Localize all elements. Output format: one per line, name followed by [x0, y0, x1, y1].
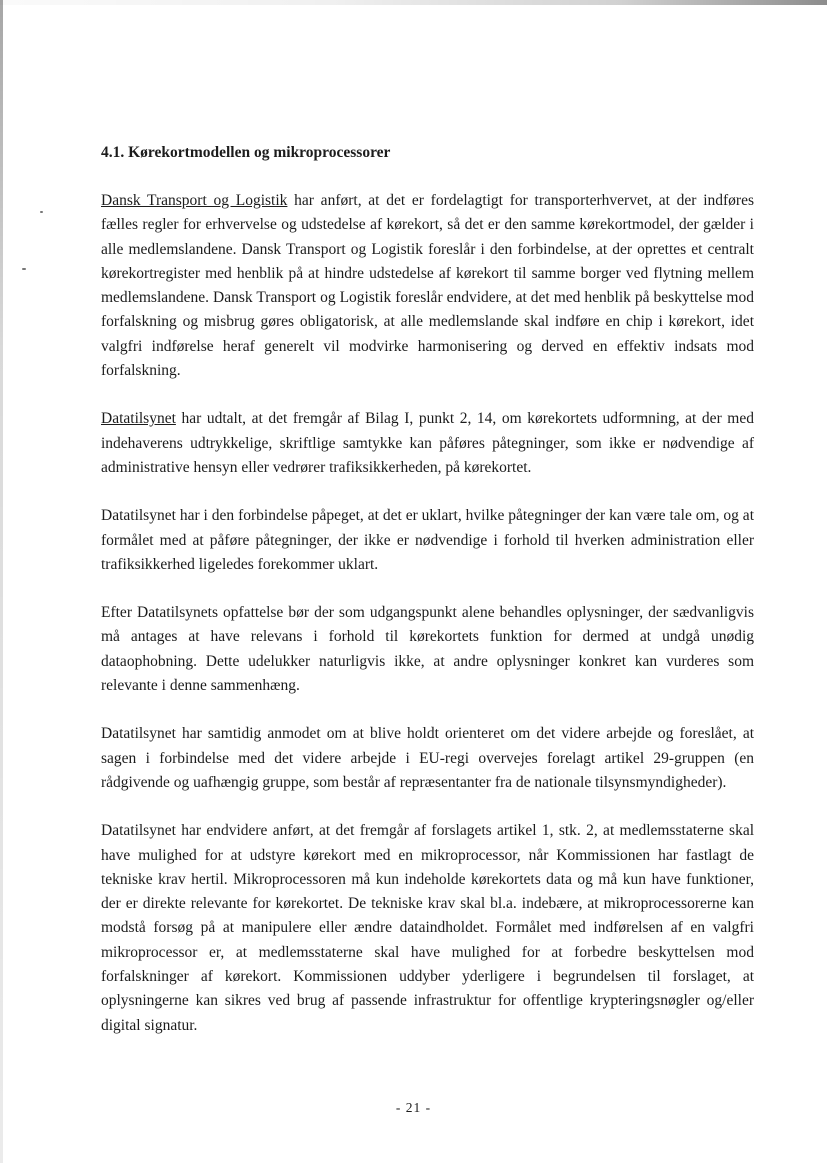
- document-body: [101, 142, 754, 1062]
- paragraph-text: har anført, at det er fordelagtigt for transporterhvervet, at der indføres fælles regler for erhvervelse og udstedelse af kørekort, så det er den samme kørekortmodel, der gælder i alle medlemslandene. Dansk Transport og Logistik foreslår i den forbindelse, at der oprettes et centralt kørekortregister med henblik på at hindre udstedelse af kørekort til samme borger ved flytning mellem medlemslandene. Dansk Transport og Logistik foreslår endvidere, at det med henblik på beskyttelse mod forfalskning og misbrug gøres obligatorisk, at alle medlemslande skal indføre en chip i kørekort, idet valgfri indførelse heraf generelt vil modvirke harmonisering og derved en effektiv indsats mod forfalskning.: [101, 192, 754, 380]
- page-number: - 21 -: [395, 1100, 432, 1115]
- paragraph-datatilsynet-1: [101, 407, 754, 480]
- paragraph-text: har udtalt, at det fremgår af Bilag I, punkt 2, 14, om kørekortets udformning, at der med indehaverens udtrykkelige, skriftlige samtykke kan påføres påtegninger, som ikke er nødvendige af administrative hensyn eller vedrører trafiksikkerheden, på kørekortet.: [101, 410, 754, 476]
- paragraph-text: Efter Datatilsynets opfattelse bør der som udgangspunkt alene behandles oplysninger, der sædvanligvis må antages at have relevans i forhold til kørekortets funktion for dermed at undgå unødig dataophobning. Dette udelukker naturligvis ikke, at andre oplysninger konkret kan vurderes som relevante i denne sammenhæng.: [101, 604, 754, 695]
- underlined-organization: Datatilsynet: [101, 410, 176, 428]
- paragraph-datatilsynet-3: [101, 601, 754, 698]
- paragraph-text: Datatilsynet har endvidere anført, at det fremgår af forslagets artikel 1, stk. 2, at medlemsstaterne skal have mulighed for at udstyre kørekort med en mikroprocessor, når Kommissionen har fastlagt de tekniske krav hertil. Mikroprocessoren må kun indeholde kørekortets data og må kun have funktioner, der er direkte relevante for kørekortet. De tekniske krav skal bl.a. indebære, at mikroprocessorerne kan modstå forsøg på at manipulere eller ændre dataindholdet. Formålet med indførelsen af en valgfri mikroprocessor er, at medlemsstaterne skal have mulighed for at forbedre beskyttelsen mod forfalskninger af kørekort. Kommissionen uddyber yderligere i begrundelsen til forslaget, at oplysningerne kan sikres ved brug af passende infrastruktur for offentlige krypteringsnøgler og/eller digital signatur.: [101, 822, 754, 1034]
- paragraph-datatilsynet-5: [101, 819, 754, 1038]
- paragraph-text: Datatilsynet har samtidig anmodet om at blive holdt orienteret om det videre arbejde og foreslået, at sagen i forbindelse med det videre arbejde i EU-regi overvejes forelagt artikel 29-gruppen (en rådgivende og uafhængig gruppe, som består af repræsentanter fra de nationale tilsynsmyndigheder).: [101, 725, 754, 791]
- scan-edge-left: [0, 0, 3, 1163]
- paragraph-dtl: [101, 189, 754, 383]
- paragraph-datatilsynet-4: [101, 722, 754, 795]
- paragraph-datatilsynet-2: [101, 504, 754, 577]
- underlined-organization: Dansk Transport og Logistik: [101, 192, 288, 209]
- section-heading: 4.1. Kørekortmodellen og mikroprocessorer: [101, 144, 391, 161]
- scan-edge-top: [0, 0, 827, 5]
- paragraph-text: Datatilsynet har i den forbindelse påpeget, at det er uklart, hvilke påtegninger der kan være tale om, og at formålet med at påføre påtegninger, der ikke er nødvendige i forhold til hverken administration eller trafiksikkerhed ligeledes forekommer uklart.: [101, 507, 754, 573]
- scan-speck: [40, 211, 43, 213]
- scan-speck: [22, 268, 26, 270]
